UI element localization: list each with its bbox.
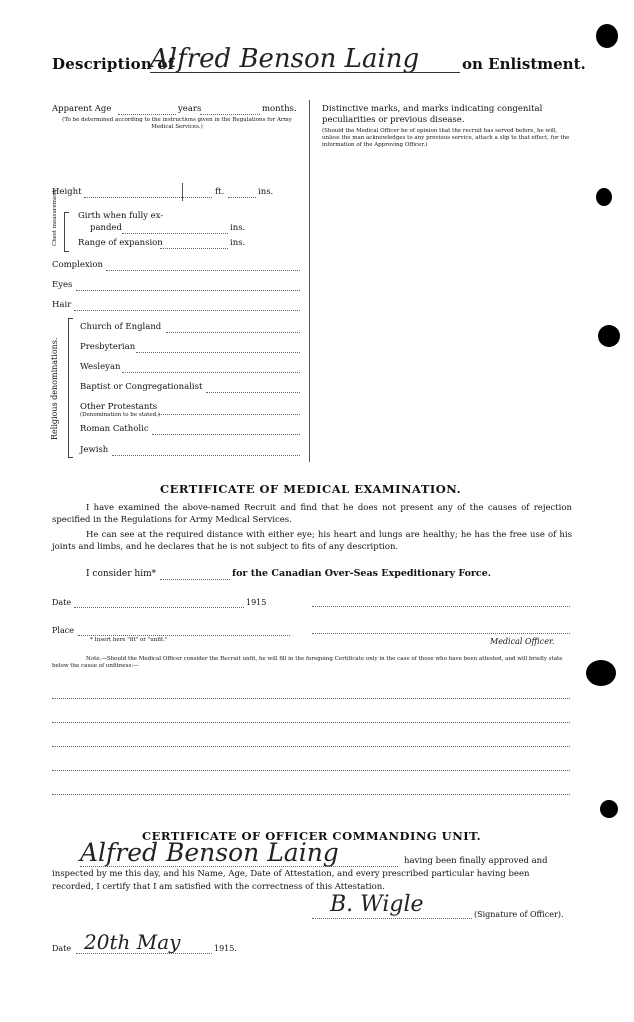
fit-unfit-note: * Insert here "fit" or "unfit." [90, 637, 168, 643]
handwritten-name: Alfred Benson Laing [150, 44, 420, 74]
medical-place-label: Place [52, 626, 74, 635]
medical-paragraph-1: I have examined the above-named Recruit and find that he does not present any of the causes of rejection specified in the Regulations for Army Medical Services. [52, 503, 572, 525]
denomination-note: (Denomination to be stated.) [80, 412, 161, 418]
medical-date-year: 1915 [246, 598, 267, 607]
girth-line [122, 233, 228, 234]
unfit-reason-line-1 [52, 698, 570, 699]
ins-label: ins. [258, 187, 274, 197]
denomination-2: Presbyterian [80, 342, 136, 352]
chest-bracket [64, 212, 69, 252]
age-note: (To be determined according to the instructions given in the Regulations for Army Medical Services.) [62, 117, 292, 130]
height-mark [182, 183, 183, 201]
medical-sign-line-1 [312, 606, 570, 607]
unfit-reason-line-4 [52, 770, 570, 771]
signature-of-officer-label: (Signature of Officer). [474, 910, 564, 919]
years-label: years [178, 104, 202, 114]
ft-label: ft. [215, 187, 225, 197]
medical-officer-label: Medical Officer. [490, 637, 555, 646]
chest-measurement-label: Chest measurement. [52, 188, 58, 246]
denom-line-3 [122, 372, 300, 373]
officer-para-line3: recorded, I certify that I am satisfied with the correctness of this Attestation. [52, 882, 385, 892]
denom-line-2 [136, 352, 300, 353]
medical-place-line [78, 635, 290, 636]
denomination-1: Church of England [80, 322, 162, 332]
ink-blot [586, 660, 616, 686]
complexion-label: Complexion [52, 260, 103, 270]
range-ins: ins. [230, 238, 246, 248]
consider-line [160, 579, 230, 580]
eyes-line [76, 290, 300, 291]
medical-certificate-heading: CERTIFICATE OF MEDICAL EXAMINATION. [160, 482, 462, 496]
denominations-bracket [68, 318, 73, 458]
officer-date-line [76, 953, 212, 954]
age-years-line [118, 114, 176, 115]
for-force-label: for the Canadian Over-Seas Expeditionary Force. [232, 568, 492, 579]
officer-para-line2: inspected by me this day, and his Name, Age, Date of Attestation, and every prescribed particular having been [52, 869, 530, 879]
height-ft-line [84, 197, 212, 198]
denom-line-5 [158, 414, 300, 415]
months-label: months. [262, 104, 297, 114]
religious-denominations-label: Religious denominations. [50, 337, 59, 440]
range-label: Range of expansion [78, 238, 163, 248]
denom-line-4 [206, 392, 300, 393]
officer-date-year: 1915. [214, 944, 237, 953]
medical-paragraph-2: He can see at the required distance with either eye; his heart and lungs are healthy; he has the free use of his joints and limbs, and he declares that he is not subject to fits of any description. [52, 530, 572, 552]
girth-ins: ins. [230, 223, 246, 233]
ink-blot [598, 325, 620, 347]
officer-name-line [80, 866, 398, 867]
denom-line-1 [166, 332, 300, 333]
consider-label: I consider him* [86, 569, 157, 579]
unfit-reason-line-3 [52, 746, 570, 747]
age-months-line [200, 114, 260, 115]
ink-blot [600, 800, 618, 818]
girth-label-2: panded [90, 223, 122, 233]
complexion-line [106, 270, 300, 271]
denom-line-7 [112, 455, 300, 456]
height-in-line [228, 197, 256, 198]
denomination-3: Wesleyan [80, 362, 121, 372]
medical-date-line [74, 607, 244, 608]
officer-handwritten-name: Alfred Benson Laing [80, 838, 339, 867]
hair-line [74, 310, 300, 311]
officer-date-label: Date [52, 944, 72, 953]
ink-blot [596, 24, 618, 48]
officer-signature: B. Wigle [330, 892, 424, 917]
denomination-6: Roman Catholic [80, 424, 149, 434]
officer-signature-line [312, 918, 472, 919]
denom-line-6 [152, 434, 300, 435]
denomination-7: Jewish [80, 445, 109, 455]
apparent-age-label: Apparent Age [52, 104, 112, 114]
officer-certificate-heading: CERTIFICATE OF OFFICER COMMANDING UNIT. [142, 829, 482, 843]
unfit-note: Note.—Should the Medical Officer consider the Recruit unfit, he will fill in the foregoing Certificate only in the case of those who have been attested, and will briefly state below the cause of unfitness:— [52, 656, 563, 669]
title-suffix: on Enlistment. [462, 55, 586, 73]
column-divider [309, 100, 310, 462]
officer-date-handwritten: 20th May [84, 930, 181, 954]
denomination-5: Other Protestants [80, 402, 158, 412]
unfit-reason-line-5 [52, 794, 570, 795]
range-line [160, 248, 228, 249]
eyes-label: Eyes [52, 280, 73, 290]
girth-label-1: Girth when fully ex- [78, 211, 164, 221]
officer-para-start: having been finally approved and [404, 856, 548, 866]
title-prefix: Description of [52, 55, 175, 73]
height-label: Height [52, 187, 82, 197]
distinctive-marks-label: Distinctive marks, and marks indicating congenital peculiarities or previous disease. [322, 104, 543, 125]
unfit-reason-line-2 [52, 722, 570, 723]
medical-date-label: Date [52, 598, 72, 607]
distinctive-marks-note: (Should the Medical Officer be of opinion that the recruit has served before, he will, unless the man acknowledges to any previous service, attach a slip to that effect, for the information of the Approving Officer.) [322, 128, 570, 148]
denomination-4: Baptist or Congregationalist [80, 382, 203, 392]
medical-sign-line-2 [312, 633, 570, 634]
name-line [150, 72, 460, 73]
ink-blot [596, 188, 612, 206]
hair-label: Hair [52, 300, 72, 310]
